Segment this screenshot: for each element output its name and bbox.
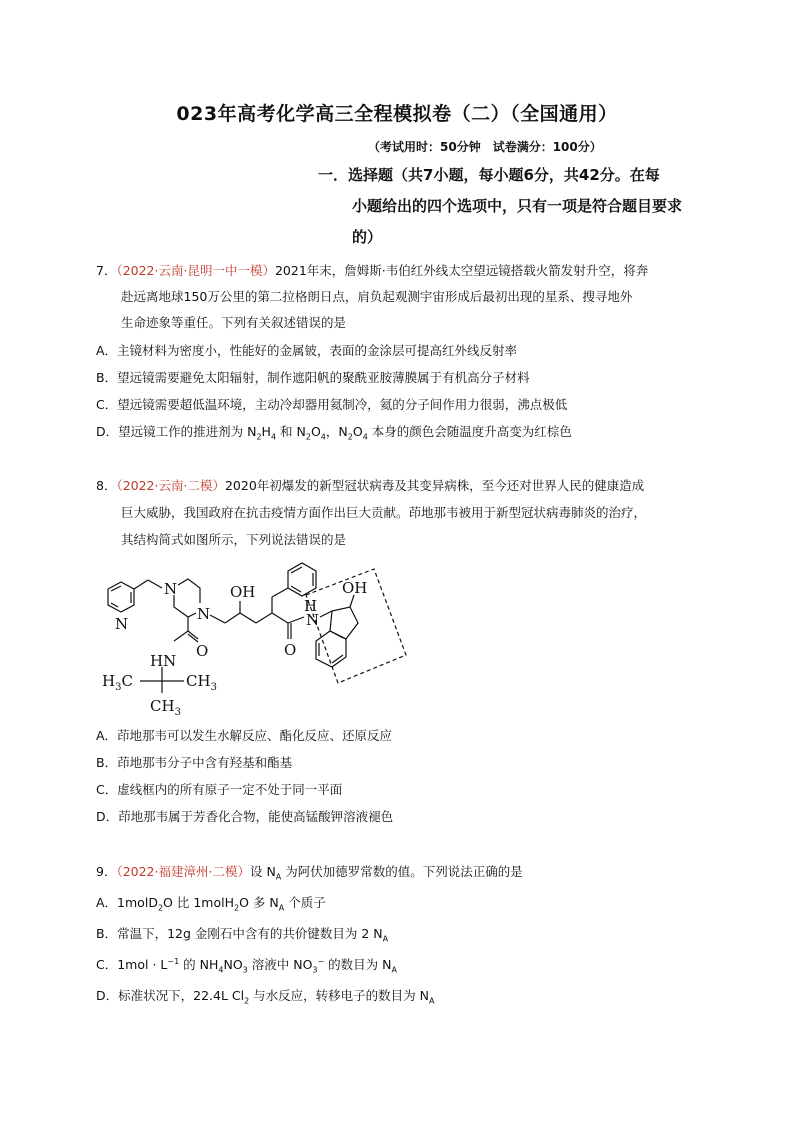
question-text: 2021年末，詹姆斯·韦伯红外线太空望远镜搭载火箭发射升空，将奔: [274, 263, 649, 278]
question-8-line3: 其结构简式如图所示，下列说法错误的是: [121, 532, 347, 547]
page-title: 023年高考化学高三全程模拟卷（二）（全国通用）: [176, 103, 618, 125]
option-text: 个质子: [284, 895, 326, 910]
bond: [272, 588, 288, 597]
question-source: （2022·云南·昆明一中一模）: [116, 263, 275, 278]
question-8-line2: 巨大威胁，我国政府在抗击疫情方面作出巨大贡献。茚地那韦被用于新型冠状病毒肺炎的治疗，: [121, 505, 647, 520]
question-9-option-c[interactable]: [96, 955, 397, 975]
subscript: 2: [244, 996, 250, 1006]
piperazine-ring: [178, 579, 200, 603]
subscript: A: [278, 903, 285, 913]
subscript: 2: [157, 903, 164, 913]
option-text: B．常温下，12g 金刚石中含有的共价键数目为 2 N: [96, 926, 383, 941]
question-text: 2020年初爆发的新型冠状病毒及其变异病株，至今还对世界人民的健康造成: [224, 478, 645, 493]
piperazine-ring: [174, 595, 196, 617]
question-7-option-c[interactable]: C．望远镜需要超低温环境，主动冷却器用氦制冷，氦的分子间作用力很弱，沸点极低: [96, 397, 568, 412]
question-8-option-d[interactable]: D．茚地那韦属于芳香化合物，能使高锰酸钾溶液褪色: [96, 809, 394, 824]
question-number: 7．: [96, 263, 117, 278]
question-number: 8．: [96, 478, 117, 493]
option-text: 比 1mol: [172, 895, 225, 910]
option-text: ，N: [325, 424, 348, 439]
option-text: 与水反应，转移电子的数目为 N: [249, 988, 430, 1003]
option-text: A．1mol: [96, 895, 149, 910]
subscript: A: [429, 996, 435, 1006]
subscript: 2: [305, 432, 311, 442]
atom-label: N: [115, 615, 129, 633]
section-heading-line1: 一．选择题（共7小题，每小题6分，共42分。在每: [318, 166, 660, 184]
atom-label: OH: [230, 583, 256, 601]
atom-label: N: [164, 580, 178, 598]
question-7-line3: 生命迹象等重任。下列有关叙述错误的是: [121, 315, 347, 330]
question-7-option-b[interactable]: B．望远镜需要避免太阳辐射，制作遮阳帆的聚酰亚胺薄膜属于有机高分子材料: [96, 370, 530, 385]
bond: [174, 631, 188, 641]
subscript: A: [391, 965, 397, 975]
bond: [240, 613, 256, 623]
atom-label: H: [304, 597, 318, 615]
subscript: 2: [234, 903, 240, 913]
bond: [148, 580, 162, 588]
subscript: 4: [320, 432, 326, 442]
option-text: 本身的颜色会随温度升高变为红棕色: [367, 424, 572, 439]
bond: [320, 611, 332, 617]
question-7-line2: 赴远离地球150万公里的第二拉格朗日点，肩负起观测宇宙形成后最初出现的星系、搜寻地外: [121, 289, 633, 304]
option-text: O: [310, 424, 321, 439]
option-text: O: [352, 424, 363, 439]
subscript: A: [382, 934, 389, 944]
atom-label: N: [197, 605, 211, 623]
subscript: 3: [312, 965, 318, 975]
option-text: D．标准状况下，22.4L Cl: [96, 988, 245, 1003]
atom-label: O: [284, 641, 297, 659]
subscript: 3: [242, 965, 248, 975]
question-text: 设 N: [249, 864, 276, 879]
benzo-double-bond: [334, 633, 343, 638]
subscript: 2: [347, 432, 353, 442]
bond: [210, 615, 225, 623]
option-text: 溶液中 NO: [247, 957, 313, 972]
indinavir-structure-diagram: [88, 555, 418, 717]
option-text: 的 NH: [179, 957, 219, 972]
subscript: 4: [218, 965, 224, 975]
formula: O: [163, 895, 173, 910]
benzo-double-bond: [332, 655, 343, 663]
option-text: 和 N: [276, 424, 306, 439]
exam-info: （考试用时：50分钟 试卷满分：100分）: [368, 140, 602, 154]
bond: [225, 613, 240, 623]
question-8-option-c[interactable]: C．虚线框内的所有原子一定不处于同一平面: [96, 782, 343, 797]
question-8-option-a[interactable]: A．茚地那韦可以发生水解反应、酯化反应、还原反应: [96, 728, 393, 743]
question-7-stem: [96, 261, 648, 279]
superscript: −: [317, 956, 325, 966]
atom-label: $CH_3$: [186, 672, 217, 693]
question-number: 9．: [96, 864, 117, 879]
superscript: −1: [167, 956, 180, 966]
question-7-option-d[interactable]: [96, 422, 572, 442]
subscript: 4: [270, 432, 277, 442]
pyridine-double-bond: [111, 603, 118, 607]
formula: H: [224, 895, 234, 910]
formula: O: [239, 895, 249, 910]
question-9-stem: [96, 862, 523, 882]
cyclopentane-ring: [330, 607, 358, 639]
atom-label: N: [306, 611, 320, 629]
question-9-option-a[interactable]: [96, 893, 326, 913]
option-text: NO: [223, 957, 243, 972]
question-7-option-a[interactable]: A．主镜材料为密度小，性能好的金属铍，表面的金涂层可提高红外线反射率: [96, 343, 518, 358]
subscript: A: [275, 872, 282, 882]
subscript: 4: [362, 432, 368, 442]
bond: [256, 613, 272, 623]
option-text: 多 N: [248, 895, 279, 910]
option-text: C．1mol · L: [96, 957, 168, 972]
atom-label: $H_3C$: [102, 672, 133, 693]
section-heading-line2: 小题给出的四个选项中，只有一项是符合题目要求: [352, 197, 683, 215]
bond: [134, 580, 148, 589]
section-heading-line3: 的）: [352, 228, 383, 246]
atom-label: HN: [150, 652, 177, 670]
atom-label: O: [196, 642, 209, 660]
subscript: 2: [256, 432, 262, 442]
atom-label: OH: [342, 579, 368, 597]
question-8-option-b[interactable]: B．茚地那韦分子中含有羟基和酯基: [96, 755, 293, 770]
question-9-option-b[interactable]: [96, 924, 388, 944]
bond: [288, 617, 304, 623]
atom-label: $CH_3$: [150, 697, 181, 717]
option-text: 的数目为 N: [324, 957, 392, 972]
question-8-stem: [96, 476, 644, 494]
question-text: 为阿伏加德罗常数的值。下列说法正确的是: [281, 864, 523, 879]
question-source: （2022·福建漳州·二模）: [116, 864, 250, 879]
option-text: D．望远镜工作的推进剂为 N: [96, 424, 257, 439]
formula: D: [148, 895, 158, 910]
question-source: （2022·云南·二模）: [116, 478, 225, 493]
phenyl-ring: [288, 563, 316, 596]
bond: [272, 613, 288, 623]
option-text: H: [261, 424, 271, 439]
question-9-option-d[interactable]: [96, 986, 435, 1006]
